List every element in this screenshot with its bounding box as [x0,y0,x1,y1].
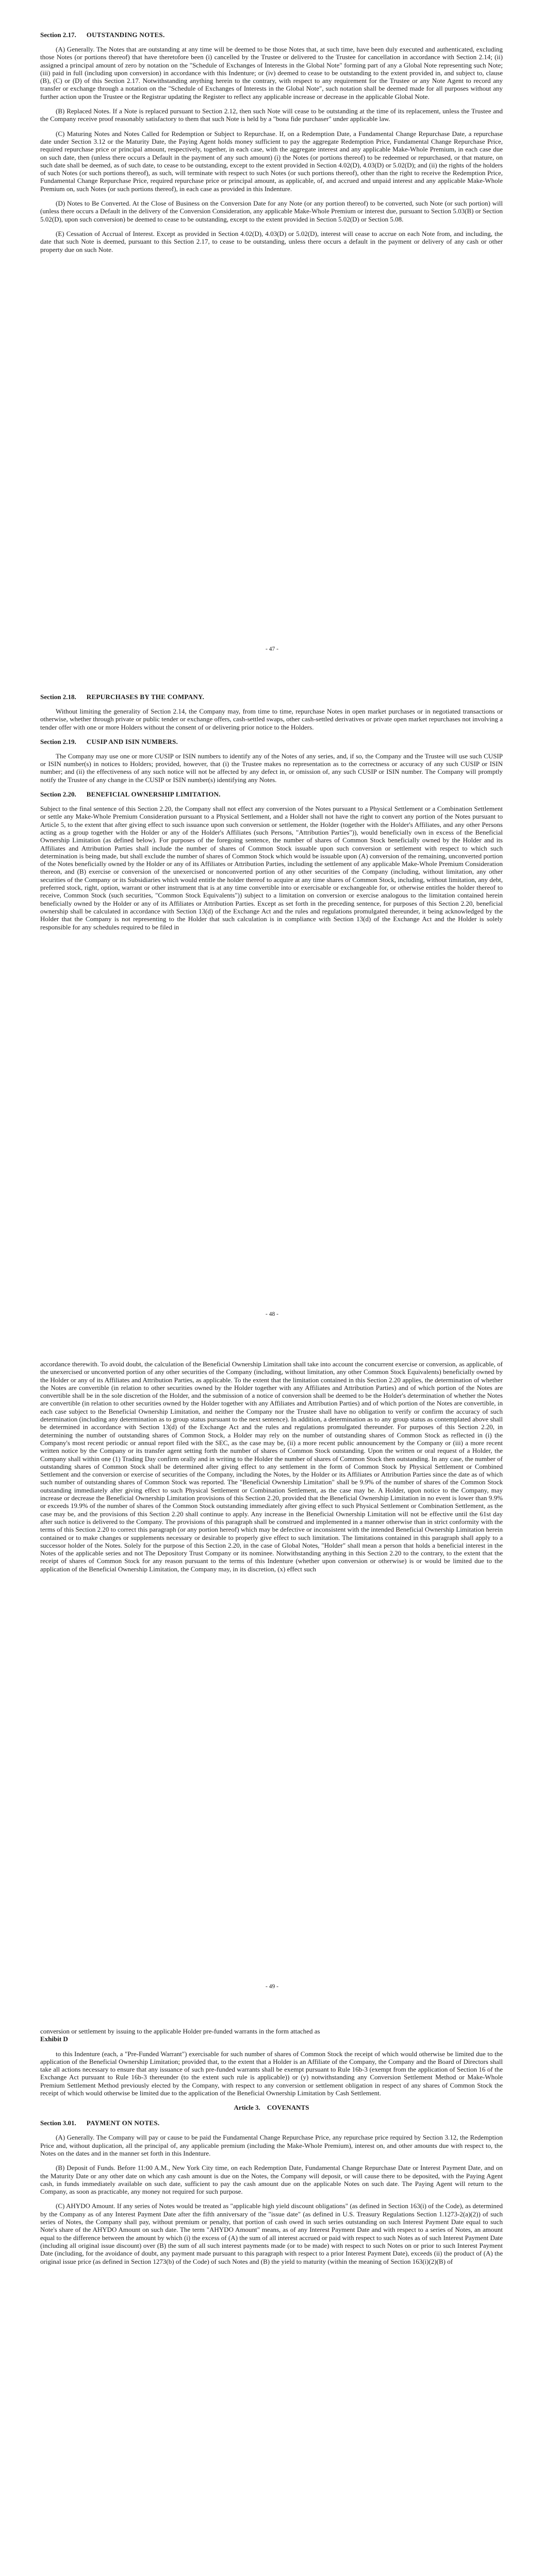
paragraph-cusip: The Company may use one or more CUSIP or ISIN numbers to identify any of the Notes of any series, and, if so, the Company and the Trustee will use such CUSIP or ISIN number(s) in notices to Holders; provided, however, that (i) the Trustee makes no representation as to the correctness or accuracy of any such CUSIP or ISIN number; and (ii) the effectiveness of any such notice will not be affected by any defect in, or omission of, any such CUSIP or ISIN number. The Company will promptly notify the Trustee of any change in the CUSIP or ISIN number(s) identifying any Notes. [40,752,503,784]
document-page-47 [0,31,544,665]
warrant-text-start: conversion or settlement by issuing to the applicable Holder pre-funded warrants in the form attached as [40,2027,320,2035]
section-title: CUSIP AND ISIN NUMBERS. [86,737,178,745]
section-number: Section 2.17. [40,31,76,39]
section-number: Section 2.18. [40,693,76,701]
paragraph-warrant-cont-2: to this Indenture (each, a "Pre-Funded Warrant") exercisable for such number of shares of Common Stock the receipt of which would otherwise be limited due to the application of the Beneficial Ownership Limitation; provided that, to the extent that a Holder is an Affiliate of the Company, the Company and the Board of Directors shall take all actions necessary to ensure that any issuance of such pre-funded warrants shall be exempt pursuant to Rule 16b-3 (exempt from the application of Section 16 of the Exchange Act pursuant to Rule 16b-3 thereunder (to the extent such rule is applicable)) or (y) notwithstanding any Conversion Settlement Method or Make-Whole Premium Settlement Method previously elected by the Company, with respect to any conversion or settlement obligation in respect of any shares of Common Stock the receipt of which would otherwise be limited due to the application of the Beneficial Ownership Limitation by Cash Settlement. [40,2049,503,2097]
paragraph-c-maturing-notes: (C) Maturing Notes and Notes Called for Redemption or Subject to Repurchase. If, on a Redemption Date, a Fundamental Change Repurchase Date, a repurchase date under Section 3.12 or the Maturity Date, the Paying Agent holds money sufficient to pay the aggregate Redemption Price, Fundamental Change Repurchase Price, required repurchase price or principal amount, respectively, together, in each case, with the aggregate interest and any applicable Make-Whole Premium, in each case due on such date, then (unless there occurs a Default in the payment of any such amount) (i) the Notes (or portions thereof) to be redeemed or repurchased, or that mature, on such date shall be deemed, as of such date, to cease to be outstanding, except to the extent provided in Section 4.02(D), 4.03(D) or 5.02(D); and (ii) the rights of the holders of such Notes (or such portions thereof), as such, will terminate with respect to such Notes (or such portions thereof), other than the right to receive the Redemption Price, Fundamental Change Repurchase Price, required repurchase price or principal amount, as applicable, of, and accrued and unpaid interest and any applicable Make-Whole Premium on, such Notes (or such portions thereof), in each case as provided in this Indenture. [40,129,503,193]
article-heading-3 [40,2104,503,2112]
document-page-48 [0,693,544,1329]
paragraph-c-ahydo-amount: (C) AHYDO Amount. If any series of Notes would be treated as "applicable high yield discount obligations" (as defined in Section 163(i) of the Code), as determined by the Company as of any Interest Payment Date after the fifth anniversary of the "issue date" (as defined in U.S. Treasury Regulations Section 1.1273-2(a)(2)) of such series of Notes, the Company shall pay, without premium or penalty, that portion of cash owed in such series outstanding on such Interest Payment Date equal to such Note's share of the AHYDO Amount on such date. The term "AHYDO Amount" means, as of any Interest Payment Date and with respect to a series of Notes, an amount equal to the difference between the amount by which (i) the excess of (A) the sum of all interest accrued or paid with respect to such Notes as of such Interest Payment Date (including all original issue discount) over (B) the sum of all such interest payments made (or to be made) with respect to such Notes on or prior to such Interest Payment Date (including, for the avoidance of doubt, any payment made pursuant to this paragraph with respect to a prior Interest Payment Date), exceeds (ii) the product of (A) the original issue price (as defined in Section 1273(b) of the Code) of such Notes and (B) the yield to maturity (within the meaning of Section 163(i)(2)(B) of [40,2202,503,2265]
page-number: - 49 - [266,1984,278,1990]
section-heading-2-18 [40,693,503,701]
section-number: Section 3.01. [40,2119,76,2127]
document-page-50 [0,2027,544,2576]
paragraph-warrant-cont-1 [40,2027,503,2043]
section-heading-2-17 [40,31,503,39]
section-number: Section 2.19. [40,737,76,745]
section-title: REPURCHASES BY THE COMPANY. [86,693,205,701]
section-heading-2-19 [40,738,503,746]
section-title: OUTSTANDING NOTES. [86,31,165,39]
page-number: - 48 - [266,1311,278,1317]
paragraph-e-cessation-interest: (E) Cessation of Accrual of Interest. Except as provided in Section 4.02(D), 4.03(D) or 5.02(D), interest will cease to accrue on each Note from, and including, the date that such Note is deemed, pursuant to this Section 2.17, to cease to be outstanding, unless there occurs a default in the payment or delivery of any cash or other property due on such Note. [40,229,503,253]
paragraph-d-notes-converted: (D) Notes to Be Converted. At the Close of Business on the Conversion Date for any Note (or any portion thereof) to be converted, such Note (or such portion) will (unless there occurs a Default in the delivery of the Conversion Consideration, any applicable Make-Whole Premium or interest due, pursuant to Section 5.03(B) or Section 5.02(D), upon such conversion) be deemed to cease to be outstanding, except to the extent provided in Section 5.02(D) or Section 5.08. [40,199,503,223]
article-title: COVENANTS [267,2104,309,2112]
paragraph-beneficial-ownership-cont: accordance therewith. To avoid doubt, the calculation of the Beneficial Ownership Limitation shall take into account the concurrent exercise or conversion, as applicable, of the unexercised or unconverted portion of any other securities of the Company (including, without limitation, any other Common Stock Equivalents) beneficially owned by the Holder or any of its Affiliates and Attribution Parties, as applicable. To the extent that the limitation contained in this Section 2.20 applies, the determination of whether the Notes are convertible (in relation to other securities owned by the Holder together with any Affiliates and Attribution Parties) and of which portion of the Notes are convertible shall be in the sole discretion of the Holder, and the submission of a notice of conversion shall be deemed to be the Holder's determination of whether the Notes are convertible (in relation to other securities owned by the Holder together with any Affiliates and Attribution Parties) and of which portion of the Notes are convertible, in each case subject to the Beneficial Ownership Limitation, and neither the Company nor the Trustee shall have no obligation to verify or confirm the accuracy of such determination (including any determination as to group status pursuant to the next sentence). In addition, a determination as to any group status as contemplated above shall be determined in accordance with Section 13(d) of the Exchange Act and the rules and regulations promulgated thereunder. For purposes of this Section 2.20, in determining the number of outstanding shares of Common Stock, a Holder may rely on the number of outstanding shares of Common Stock as reflected in (i) the Company's most recent periodic or annual report filed with the SEC, as the case may be, (ii) a more recent public announcement by the Company or (iii) a more recent written notice by the Company or its transfer agent setting forth the number of shares of Common Stock outstanding. Upon the written or oral request of a Holder, the Company shall within one (1) Trading Day confirm orally and in writing to the Holder the number of shares of Common Stock then outstanding. In any case, the number of outstanding shares of Common Stock shall be determined after giving effect to any settlement in the form of Common Stock by Physical Settlement or Combined Settlement and the conversion or exercise of securities of the Company, including the Notes, by the Holder or its Affiliates or Attribution Parties since the date as of which such number of outstanding shares of Common Stock was reported. The "Beneficial Ownership Limitation" shall be 9.9% of the number of shares of the Common Stock outstanding immediately after giving effect to such Physical Settlement or Combination Settlement, as the case may be. A Holder, upon notice to the Company, may increase or decrease the Beneficial Ownership Limitation provisions of this Section 2.20, provided that the Beneficial Ownership Limitation in no event is lower than 9.9% or exceeds 19.9% of the number of shares of the Common Stock outstanding immediately after giving effect to such Physical Settlement or Combination Settlement, as the case may be, and the provisions of this Section 2.20 shall continue to apply. Any increase in the Beneficial Ownership Limitation will not be effective until the 61st day after such notice is delivered to the Company. The provisions of this paragraph shall be construed and implemented in a manner otherwise than in strict conformity with the terms of this Section 2.20 to correct this paragraph (or any portion hereof) which may be defective or inconsistent with the intended Beneficial Ownership Limitation herein contained or to make changes or supplements necessary or desirable to properly give effect to such limitation. The limitations contained in this paragraph shall apply to a successor holder of the Notes. Solely for the purpose of this Section 2.20, in the case of Global Notes, "Holder" shall mean a person that holds a beneficial interest in the Notes of the applicable series and not The Depository Trust Company or its nominee. Notwithstanding anything in this Section 2.20 to the contrary, to the extent that the receipt of shares of Common Stock for any reason pursuant to the terms of this Indenture (whether upon conversion or otherwise) is or would be limited due to the application of the Beneficial Ownership Limitation, the Company may, in its discretion, (x) effect such [40,1360,503,1573]
paragraph-a-generally: (A) Generally. The Company will pay or cause to be paid the Fundamental Change Repurchase Price, any repurchase price required by Section 3.12, the Redemption Price and, without duplication, all the principal of, any applicable premium (including the Make-Whole Premium), interest on, and other amounts due with respect to, the Notes on the dates and in the manner set forth in this Indenture. [40,2133,503,2157]
paragraph-beneficial-ownership: Subject to the final sentence of this Section 2.20, the Company shall not effect any conversion of the Notes pursuant to a Physical Settlement or a Combination Settlement or settle any Make-Whole Premium Consideration pursuant to a Physical Settlement, and a Holder shall not have the right to convert any portion of the Notes pursuant to Article 5, to the extent that after giving effect to such issuance upon such conversion or settlement, the Holder (together with the Holder's Affiliates, and any other Persons acting as a group together with the Holder or any of the Holder's Affiliates (such Persons, "Attribution Parties")), would beneficially own in excess of the Beneficial Ownership Limitation (as defined below). For purposes of the foregoing sentence, the number of shares of Common Stock beneficially owned by the Holder and its Affiliates and Attribution Parties shall include the number of shares of Common Stock issuable upon such conversion or settlement with respect to which such determination is being made, but shall exclude the number of shares of Common Stock which would be issuable upon (A) conversion of the remaining, unconverted portion of the Notes beneficially owned by the Holder or any of its Affiliates or Attribution Parties, including the settlement of any applicable Make-Whole Premium Consideration thereon, and (B) exercise or conversion of the unexercised or nonconverted portion of any other securities of the Company (including, without limitation, any other securities of the Company or its Subsidiaries which would entitle the holder thereof to acquire at any time shares of Common Stock, including, without limitation, any debt, preferred stock, right, option, warrant or other instrument that is at any time convertible into or exercisable or exchangeable for, or otherwise entitles the holder thereof to receive, Common Stock (such securities, "Common Stock Equivalents")) subject to a limitation on conversion or exercise analogous to the limitation contained herein beneficially owned by the Holder or any of its Affiliates or Attribution Parties. Except as set forth in the preceding sentence, for purposes of this Section 2.20, beneficial ownership shall be calculated in accordance with Section 13(d) of the Exchange Act and the rules and regulations promulgated thereunder, it being acknowledged by the Holder that the Company is not representing to the Holder that such calculation is in compliance with Section 13(d) of the Exchange Act and the Holder is solely responsible for any schedules required to be filed in [40,805,503,931]
section-title: BENEFICIAL OWNERSHIP LIMITATION. [86,790,221,799]
paragraph-b-replaced-notes: (B) Replaced Notes. If a Note is replaced pursuant to Section 2.12, then such Note will cease to be outstanding at the time of its replacement, unless the Trustee and the Company receive proof reasonably satisfactory to them that such Note is held by a "bona fide purchaser" under applicable law. [40,107,503,123]
paragraph-a-generally: (A) Generally. The Notes that are outstanding at any time will be deemed to be those Notes that, at such time, have been duly executed and authenticated, excluding those Notes (or portions thereof) that have theretofore been (i) cancelled by the Trustee or delivered to the Trustee for cancellation in accordance with Section 2.14; (ii) assigned a principal amount of zero by notation on the "Schedule of Exchanges of Interests in the Global Note" forming part of any a Global Note representing such Note; (iii) paid in full (including upon conversion) in accordance with this Indenture; or (iv) deemed to cease to be outstanding to the extent provided in, and subject to, clause (B), (C) or (D) of this Section 2.17. Notwithstanding anything herein to the contrary, with respect to any requirement for the Trustee or any Note Agent to record any transfer or exchange through a notation on the "Schedule of Exchanges of Interests in the Global Note", such notation shall be deemed made for all purposes without any further action upon the Trustee or the Registrar updating the Register to reflect any applicable increase or decrease in the applicable Global Note. [40,45,503,100]
document-page-49 [0,1360,544,2002]
page-number: - 47 - [266,646,278,652]
exhibit-d-reference: Exhibit D [40,2035,68,2043]
section-title: PAYMENT ON NOTES. [86,2119,160,2127]
paragraph-repurchases: Without limiting the generality of Section 2.14, the Company may, from time to time, repurchase Notes in open market purchases or in negotiated transactions or otherwise, whether through private or public tender or exchange offers, cash-settled swaps, other cash-settled derivatives or private open market repurchases not involving a tender offer with one or more Holders without the consent of or delivering prior notice to the Holders. [40,707,503,731]
paragraph-b-deposit-of-funds: (B) Deposit of Funds. Before 11:00 A.M., New York City time, on each Redemption Date, Fundamental Change Repurchase Date or Interest Payment Date, and on the Maturity Date or any other date on which any cash amount is due on the Notes, the Company will deposit, or will cause there to be deposited, with the Paying Agent cash, in funds immediately available on such date, sufficient to pay the cash amount due on the applicable Notes on such date. The Paying Agent will return to the Company, as soon as practicable, any money not required for such purpose. [40,2164,503,2196]
section-heading-3-01 [40,2119,503,2127]
section-heading-2-20 [40,790,503,799]
article-label: Article 3. [234,2104,260,2112]
section-number: Section 2.20. [40,790,76,799]
